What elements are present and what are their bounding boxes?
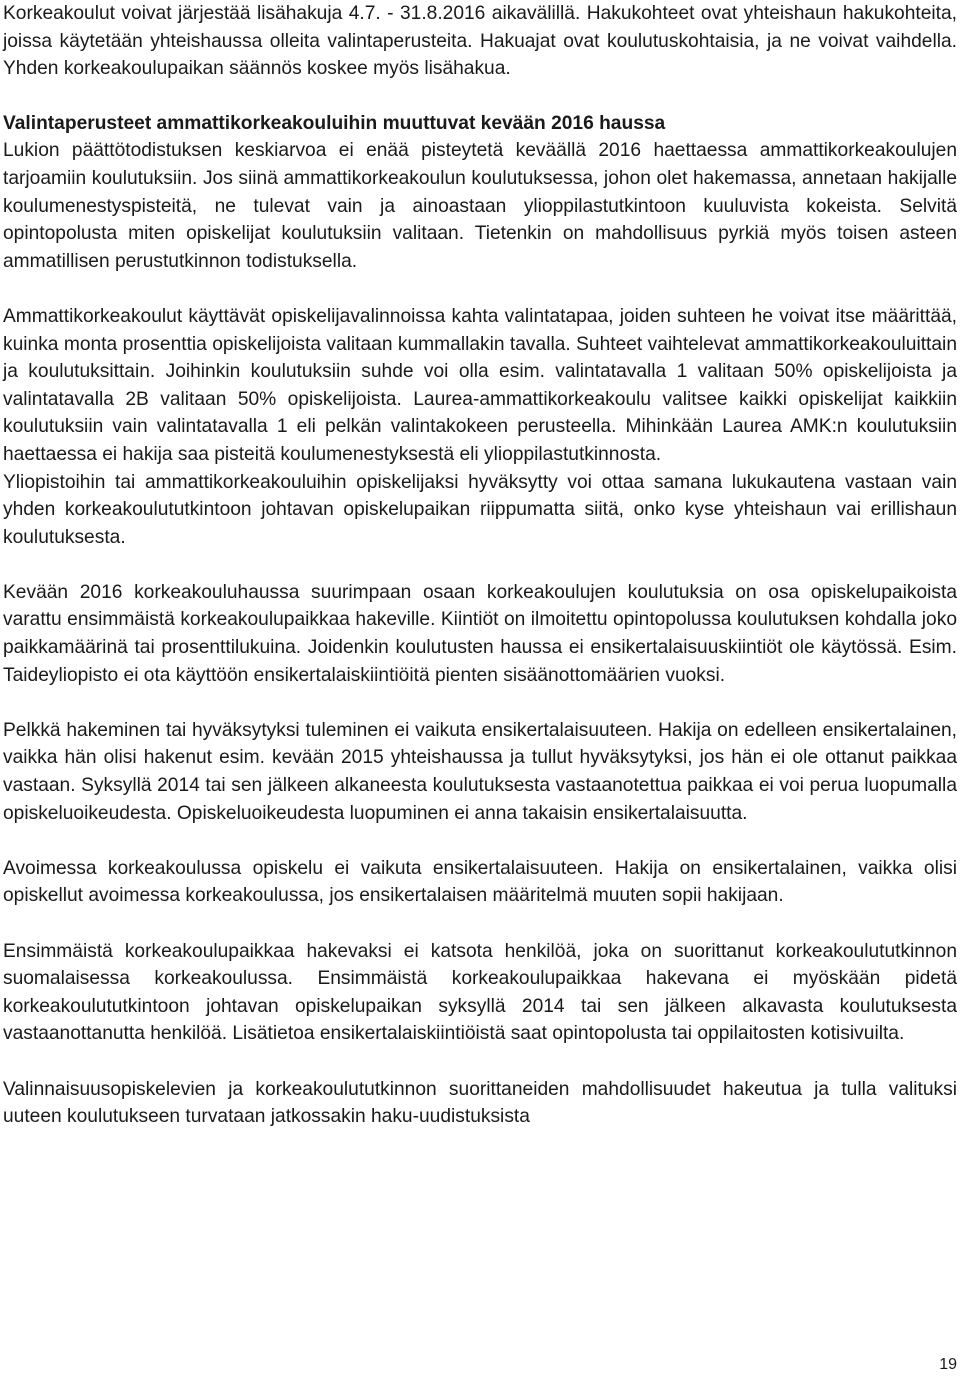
section-heading: Valintaperusteet ammattikorkeakouluihin muuttuvat kevään 2016 haussa <box>3 112 666 134</box>
paragraph-applying-effect <box>3 717 957 827</box>
paragraph-text: Avoimessa korkeakoulussa opiskelu ei vaikuta ensikertalaisuuteen. Hakija on ensikertalainen, vaikka olisi opiskellut avoimessa korkeakoulussa, jos ensikertalaisen määritelmä muuten sopii hakijaan. <box>3 857 957 907</box>
paragraph-selection-methods <box>3 303 957 469</box>
paragraph-one-study-place <box>3 469 957 552</box>
paragraph-first-time-definition <box>3 938 957 1048</box>
paragraph-text: Ensimmäistä korkeakoulupaikkaa hakevaksi ei katsota henkilöä, joka on suorittanut korkeakoulututkinnon suomalaisessa korkeakoulussa. Ensimmäistä korkeakoulupaikkaa hakevana ei myöskään pidetä korkeakoulututkintoon johtavan opiskelupaikan syksyllä 2014 tai sen jälkeen alkavasta koulutuksesta vastaanottanutta henkilöä. Lisätietoa ensikertalaiskiintiöistä saat opintopolusta tai oppilaitosten kotisivuilta. <box>3 940 957 1045</box>
paragraph-text: Kevään 2016 korkeakouluhaussa suurimpaan osaan korkeakoulujen koulutuksia on osa opiskelupaikoista varattu ensimmäistä korkeakoulupaikkaa hakeville. Kiintiöt on ilmoitettu opintopolussa koulutuksen kohdalla joko paikkamäärinä tai prosenttilukuina. Joidenkin koulutusten haussa ei ensikertalaisuuskiintiöt ole käytössä. Esim. Taideyliopisto ei ota käyttöön ensikertalaiskiintiöitä pienten sisäänottomäärien vuoksi. <box>3 581 957 686</box>
paragraph-graduates-opportunities <box>3 1076 957 1131</box>
paragraph-first-time-quota <box>3 579 957 689</box>
page-number: 19 <box>939 1356 957 1373</box>
paragraph-text: Lukion päättötodistuksen keskiarvoa ei enää pisteytetä keväällä 2016 haettaessa ammattikorkeakoulujen tarjoamiin koulutuksiin. Jos siinä ammattikorkeakoulun koulutuksessa, johon olet hakemassa, annetaan hakijalle koulumenestyspisteitä, ne tulevat vain ja ainoastaan ylioppilastutkintoon kuuluvista kokeista. Selvitä opintopolusta miten opiskelijat koulutuksiin valitaan. Tietenkin on mahdollisuus pyrkiä myös toisen asteen ammatillisen perustutkinnon todistuksella. <box>3 140 957 272</box>
paragraph-selection-criteria <box>3 110 957 276</box>
paragraph-text: Yliopistoihin tai ammattikorkeakouluihin opiskelijaksi hyväksytty voi ottaa samana lukukautena vastaan vain yhden korkeakoulututkintoon johtavan opiskelupaikan riippumatta siitä, onko kyse yhteishaun vai erillishaun koulutuksesta. <box>3 471 957 548</box>
paragraph-supplementary-application <box>3 0 957 83</box>
paragraph-open-university <box>3 855 957 910</box>
paragraph-text: Valinnaisuusopiskelevien ja korkeakoulututkinnon suorittaneiden mahdollisuudet hakeutua ja tulla valituksi uuteen koulutukseen turvataan jatkossakin haku-uudistuksista <box>3 1078 957 1128</box>
paragraph-text: Ammattikorkeakoulut käyttävät opiskelijavalinnoissa kahta valintatapaa, joiden suhteen he voivat itse määrittää, kuinka monta prosenttia opiskelijoista valitaan kummallakin tavalla. Suhteet vaihtelevat ammattikorkeakouluittain ja koulutuksittain. Joihinkin koulutuksiin suhde voi olla esim. valintatavalla 1 valitaan 50% opiskelijoista ja valintatavalla 2B valitaan 50% opiskelijoista. Laurea-ammattikorkeakoulu valitsee kaikki opiskelijat kaikkiin koulutuksiin vain valintatavalla 1 eli pelkän valintakokeen perusteella. Mihinkään Laurea AMK:n koulutuksiin haettaessa ei hakija saa pisteitä koulumenestyksestä eli ylioppilastutkinnosta. <box>3 305 957 465</box>
paragraph-text: Pelkkä hakeminen tai hyväksytyksi tuleminen ei vaikuta ensikertalaisuuteen. Hakija on edelleen ensikertalainen, vaikka hän olisi hakenut esim. kevään 2015 yhteishaussa ja tullut hyväksytyksi, jos hän ei ole ottanut paikkaa vastaan. Syksyllä 2014 tai sen jälkeen alkaneesta koulutuksesta vastaanotettua paikkaa ei voi perua luopumalla opiskeluoikeudesta. Opiskeluoikeudesta luopuminen ei anna takaisin ensikertalaisuutta. <box>3 719 957 824</box>
paragraph-text: Korkeakoulut voivat järjestää lisähakuja 4.7. - 31.8.2016 aikavälillä. Hakukohteet ovat yhteishaun hakukohteita, joissa käytetään yhteishaussa olleita valintaperusteita. Hakuajat ovat koulutuskohtaisia, ja ne voivat vaihdella. Yhden korkeakoulupaikan säännös koskee myös lisähakua. <box>3 3 957 80</box>
document-page <box>3 0 957 1131</box>
